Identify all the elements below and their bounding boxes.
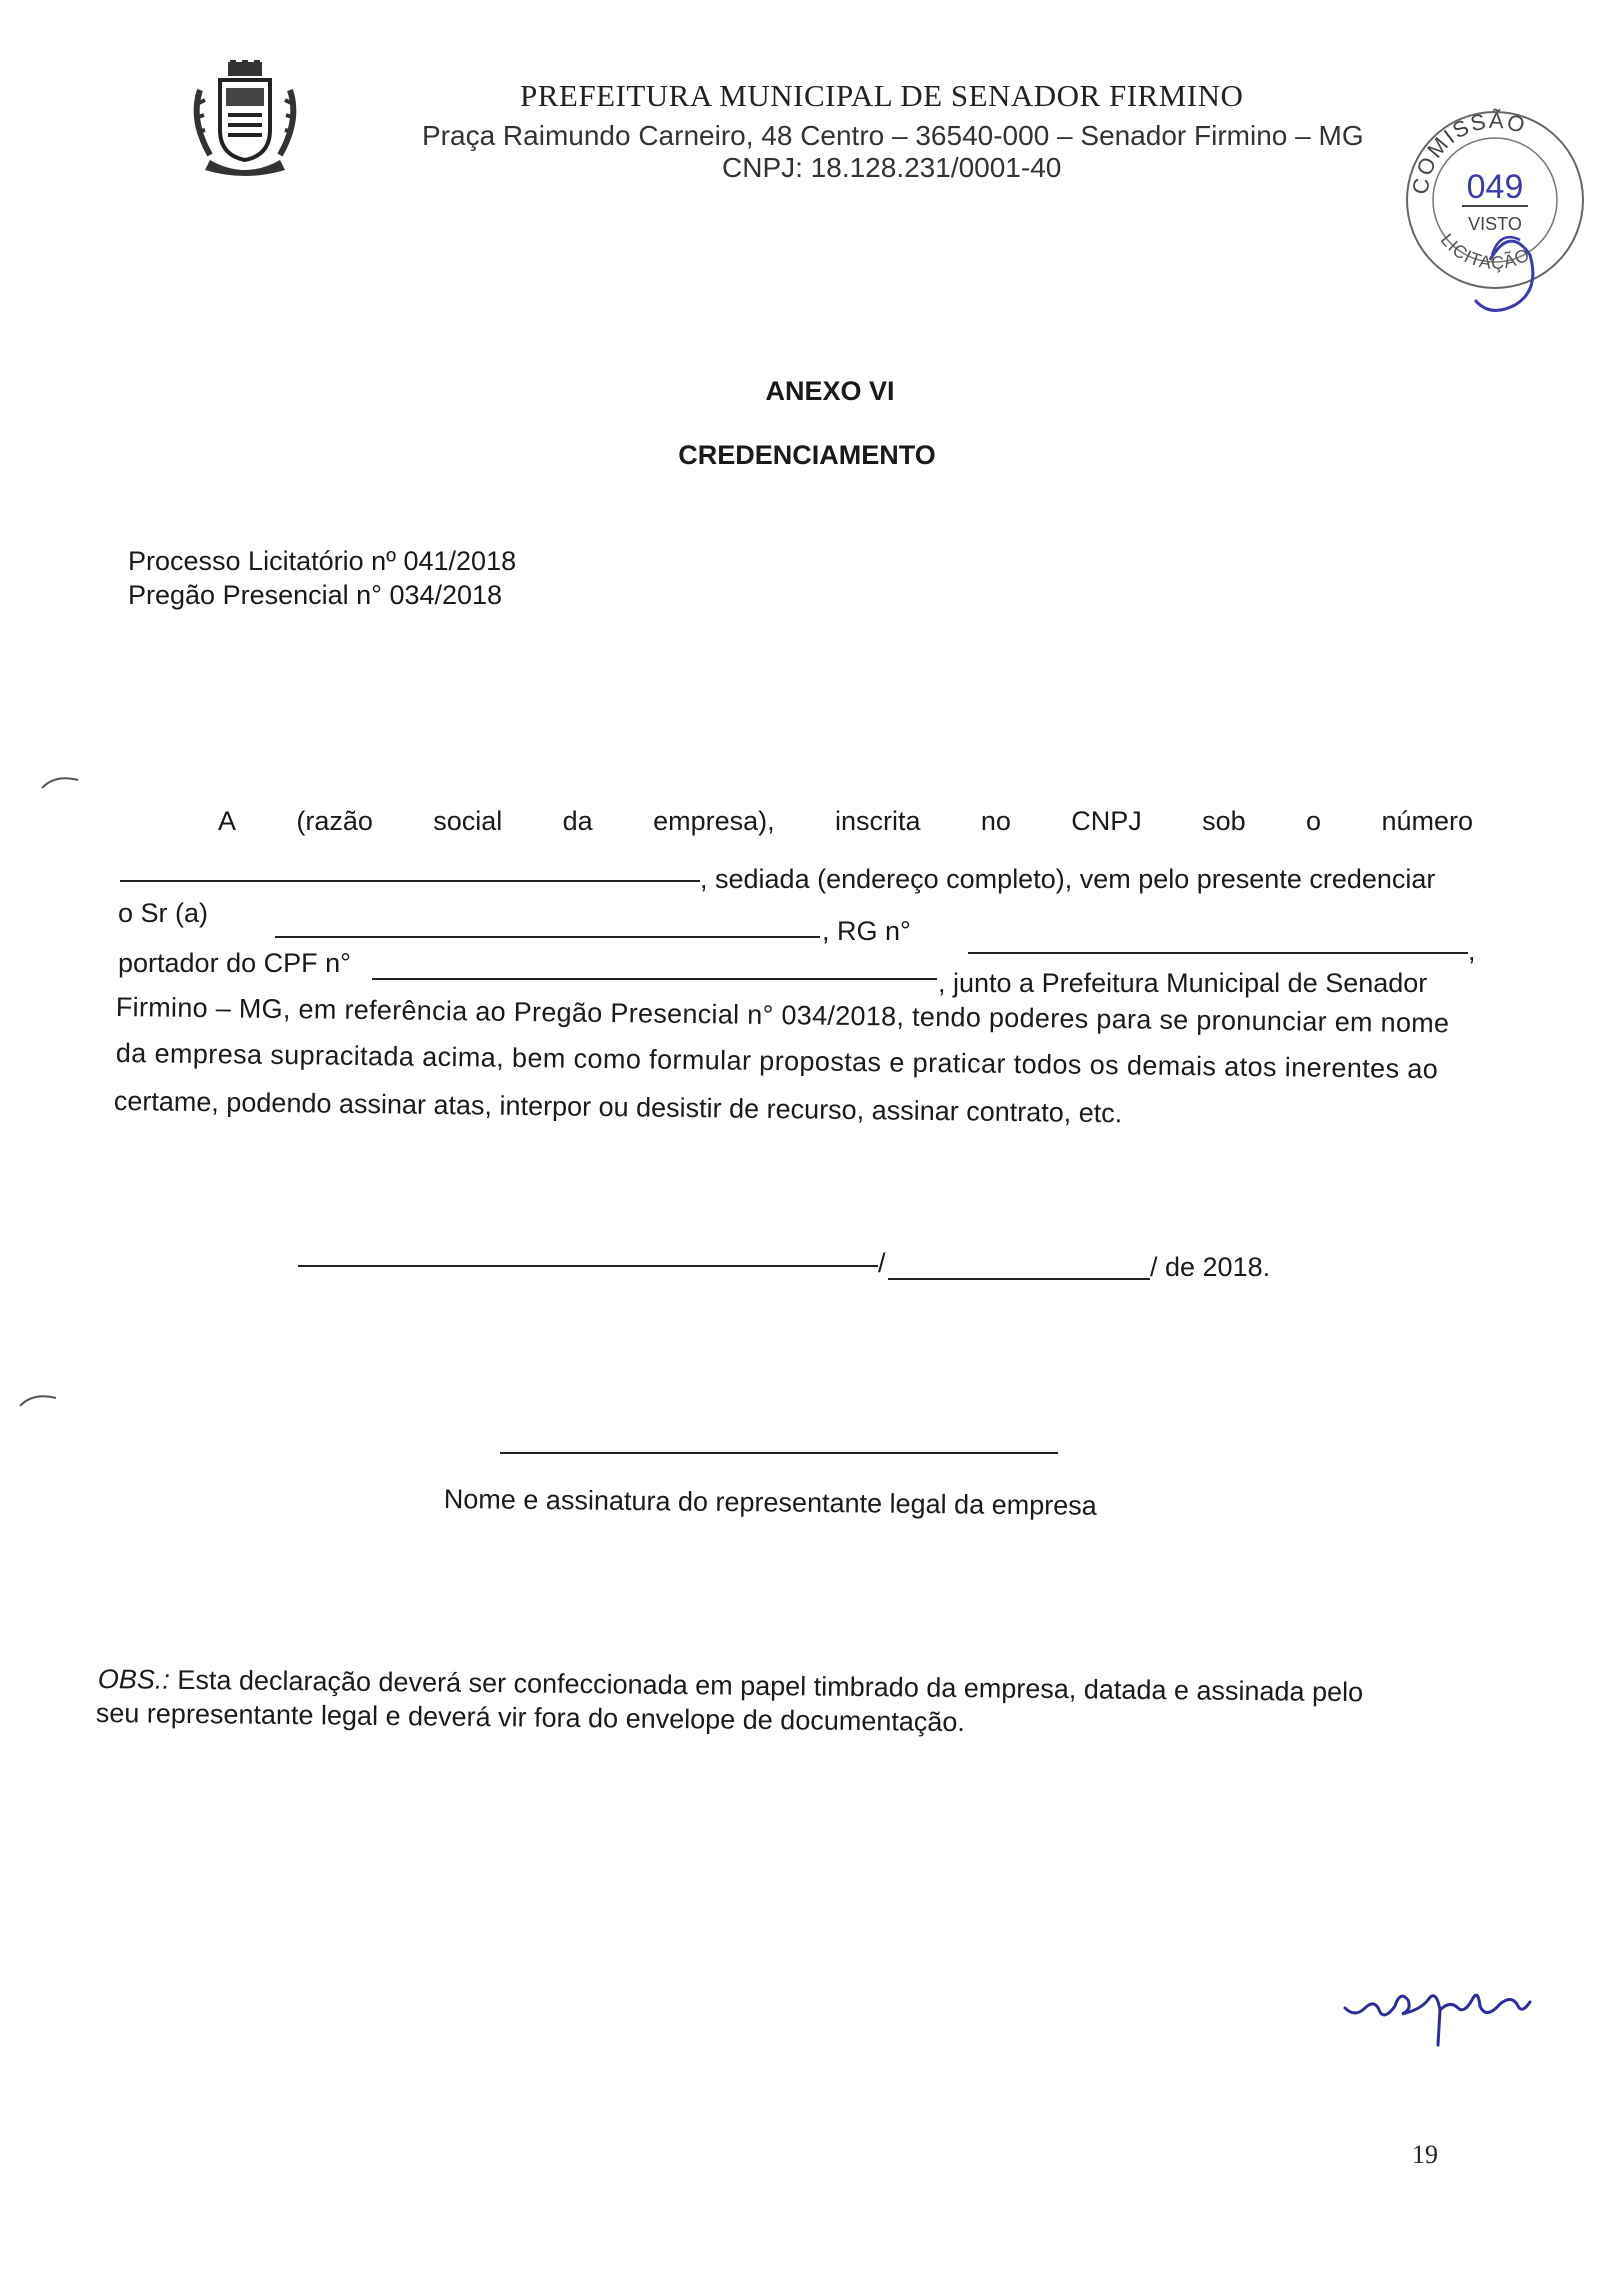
cpf-blank bbox=[372, 978, 937, 980]
annex-number: ANEXO VI bbox=[765, 376, 895, 406]
paragraph-line-5: Firmino – MG, em referência ao Pregão Presencial n° 034/2018, tendo poderes para se pronunciar em nome bbox=[115, 992, 1450, 1039]
header-address: Praça Raimundo Carneiro, 48 Centro – 36540-000 – Senador Firmino – MG bbox=[422, 120, 1364, 151]
obs-label: OBS.: bbox=[97, 1664, 171, 1695]
paragraph-line-7: certame, podendo assinar atas, interpor ou desistir de recurso, assinar contrato, etc. bbox=[113, 1086, 1123, 1129]
processo-ref: Processo Licitatório nº 041/2018 bbox=[128, 546, 517, 576]
svg-text:VISTO: VISTO bbox=[1468, 214, 1522, 234]
commission-stamp bbox=[1400, 90, 1590, 330]
word: inscrita bbox=[834, 806, 921, 836]
signature-line bbox=[500, 1452, 1058, 1454]
word: social bbox=[433, 806, 503, 836]
paragraph-line-2: , sediada (endereço completo), vem pelo presente credenciar bbox=[700, 864, 1436, 894]
paragraph-line-4b: , junto a Prefeitura Municipal de Senador bbox=[938, 968, 1428, 998]
cnpj-blank bbox=[120, 880, 700, 882]
word: da bbox=[562, 806, 593, 836]
paragraph-line-6: da empresa supracitada acima, bem como formular propostas e praticar todos os demais atos inerentes ao bbox=[115, 1038, 1439, 1085]
word: CNPJ bbox=[1071, 806, 1142, 836]
word: empresa), bbox=[653, 806, 775, 836]
word: no bbox=[980, 806, 1011, 836]
date-separator: / bbox=[878, 1248, 886, 1278]
margin-mark bbox=[40, 772, 80, 792]
word: número bbox=[1381, 806, 1473, 836]
annex-title: CREDENCIAMENTO bbox=[678, 440, 936, 470]
word: o bbox=[1306, 806, 1322, 836]
name-blank bbox=[275, 936, 820, 938]
word: (razão bbox=[296, 806, 373, 836]
date-year-suffix: / de 2018. bbox=[1150, 1252, 1271, 1282]
pregao-ref: Pregão Presencial n° 034/2018 bbox=[128, 580, 503, 610]
paragraph-line-3b: , RG n° bbox=[822, 916, 911, 946]
paragraph-line-1 bbox=[218, 808, 1473, 835]
word: A bbox=[218, 806, 237, 836]
svg-text:049: 049 bbox=[1466, 168, 1524, 206]
handwritten-initials bbox=[1340, 1970, 1540, 2050]
header-title: PREFEITURA MUNICIPAL DE SENADOR FIRMINO bbox=[520, 78, 1244, 113]
signature-caption: Nome e assinatura do representante legal da empresa bbox=[443, 1484, 1097, 1521]
coat-of-arms-logo bbox=[190, 60, 300, 180]
obs-line-2: seu representante legal e deverá vir fora do envelope de documentação. bbox=[95, 1698, 966, 1738]
date-month-blank bbox=[888, 1278, 1150, 1280]
rg-blank bbox=[968, 952, 1468, 954]
paragraph-line-4a: portador do CPF n° bbox=[118, 948, 351, 978]
word: sob bbox=[1202, 806, 1246, 836]
date-city-blank bbox=[298, 1265, 878, 1267]
svg-text:COMISSÃO: COMISSÃO bbox=[1407, 107, 1530, 196]
paragraph-line-3a: o Sr (a) bbox=[118, 898, 209, 928]
paragraph-line-3c: , bbox=[1468, 936, 1476, 966]
margin-mark bbox=[18, 1390, 58, 1410]
svg-text:LICITAÇÃO: LICITAÇÃO bbox=[1436, 229, 1534, 273]
obs-text-1: Esta declaração deverá ser confeccionada em papel timbrado da empresa, datada e assinada pelo bbox=[177, 1664, 1364, 1708]
page-number: 19 bbox=[1412, 2140, 1438, 2169]
header-cnpj: CNPJ: 18.128.231/0001-40 bbox=[722, 152, 1062, 183]
